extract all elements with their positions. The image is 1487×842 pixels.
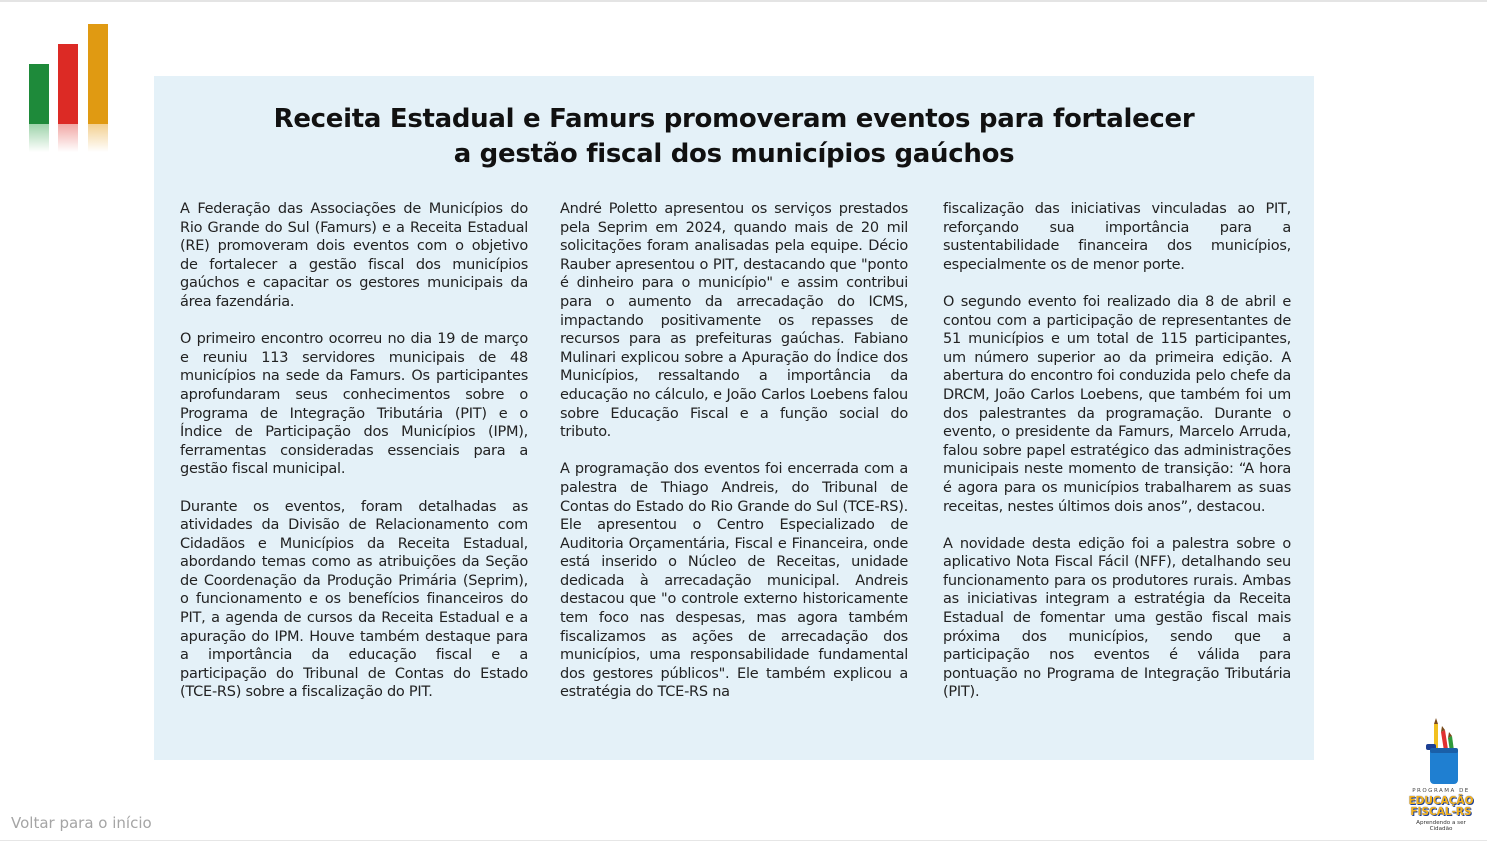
logo-reflection-gold bbox=[88, 124, 108, 152]
paragraph: André Poletto apresentou os serviços prestados pela Seprim em 2024, quando mais de 20 mil solicitações foram analisadas pela equipe. Décio Rauber apresentou o PIT, destacando que "ponto é dinheiro para o município" e assim contribui para o aumento da arrecadação do ICMS, impactando positivamente os repasses de recursos para as prefeituras gaúchas. Fabiano Mulinari explicou sobre a Apuração do Índice dos Municípios, ressaltando a importância da educação no cálculo, e João Carlos Loebens falou sobre Educação Fiscal e a função social do tributo. bbox=[560, 201, 908, 441]
logo-reflection-green bbox=[29, 124, 49, 152]
program-logo-line-1: EDUCAÇÃO bbox=[1408, 795, 1474, 807]
paragraph: Durante os eventos, foram detalhadas as atividades da Divisão de Relacionamento com Cidadãos e Municípios da Receita Estadual, abordando temas como as atribuições da Seção de Coordenação da Produção Primária (Seprim), o funcionamento e os benefícios financeiros do PIT, a agenda de cursos da Receita Estadual e a apuração do IPM. Houve também destaque para a importância da educação fiscal e a participação do Tribunal de Contas do Estado (TCE-RS) sobre a fiscalização do PIT. bbox=[180, 498, 528, 701]
program-logo bbox=[1404, 716, 1478, 836]
top-divider bbox=[0, 0, 1487, 2]
article-panel bbox=[154, 76, 1314, 760]
back-to-start-link[interactable]: Voltar para o início bbox=[11, 814, 152, 832]
program-logo-small-text: PROGRAMA DE bbox=[1412, 788, 1470, 794]
paragraph: A programação dos eventos foi encerrada com a palestra de Thiago Andreis, do Tribunal de Contas do Estado do Rio Grande do Sul (TCE-RS). Ele apresentou o Centro Especializado de Auditoria Orçamentária, Fiscal e Financeira, onde está inserido o Núcleo de Receitas, unidade dedicada à arrecadação municipal. Andreis destacou que "o controle externo historicamente tem foco nas despesas, mas agora também fiscalizamos as ações de arrecadação dos municípios, uma responsabilidade fundamental dos gestores públicos". Ele também explicou a estratégia do TCE-RS na bbox=[560, 461, 908, 701]
article-column-2 bbox=[560, 200, 908, 721]
paragraph: A Federação das Associações de Municípios do Rio Grande do Sul (Famurs) e a Receita Estadual (RE) promoveram dois eventos com o objetivo de fortalecer a gestão fiscal dos municípios gaúchos e capacitar os gestores municipais da área fazendária. bbox=[180, 201, 528, 310]
program-logo-line-2: FISCAL-RS bbox=[1410, 806, 1472, 818]
paragraph: O segundo evento foi realizado dia 8 de abril e contou com a participação de representantes de 51 municípios e um total de 115 participantes, um número superior ao da primeira edição. A abertura do encontro foi conduzida pelo chefe da DRCM, João Carlos Loebens, que também foi um dos palestrantes da programação. Durante o evento, o presidente da Famurs, Marcelo Arruda, falou sobre papel estratégico das administrações municipais neste momento de transição: “A hora é agora para os municípios trabalharem as suas receitas, nestes últimos dois anos”, destacou. bbox=[943, 293, 1291, 515]
pencil-cup-logo-icon bbox=[1412, 716, 1470, 788]
article-column-3 bbox=[943, 200, 1291, 721]
article-title-line-1: Receita Estadual e Famurs promoveram eventos para fortalecer bbox=[273, 104, 1195, 134]
bottom-divider bbox=[0, 840, 1487, 841]
paragraph: O primeiro encontro ocorreu no dia 19 de março e reuniu 113 servidores municipais de 48 municípios na sede da Famurs. Os participantes aprofundaram seus conhecimentos sobre o Programa de Integração Tributária (PIT) e o Índice de Participação dos Municípios (IPM), ferramentas consideradas essenciais para a gestão fiscal municipal. bbox=[180, 331, 528, 478]
logo-reflection-red bbox=[58, 124, 78, 152]
bar-chart-logo-icon bbox=[28, 16, 112, 154]
article-title bbox=[154, 102, 1314, 172]
article-column-1 bbox=[180, 200, 528, 721]
program-logo-tagline: Aprendendo a ser Cidadão bbox=[1416, 820, 1466, 832]
paragraph: fiscalização das iniciativas vinculadas ao PIT, reforçando sua importância para a sustentabilidade financeira dos municípios, especialmente os de menor porte. bbox=[943, 201, 1291, 273]
logo-bar-green bbox=[29, 64, 49, 124]
article-title-line-2: a gestão fiscal dos municípios gaúchos bbox=[453, 139, 1015, 169]
logo-bar-gold bbox=[88, 24, 108, 124]
paragraph: A novidade desta edição foi a palestra sobre o aplicativo Nota Fiscal Fácil (NFF), detalhando seu funcionamento para os produtores rurais. Ambas as iniciativas integram a estratégia da Receita Estadual de fomentar uma gestão fiscal mais próxima dos municípios, sendo que a participação nos eventos é válida para pontuação no Programa de Integração Tributária (PIT). bbox=[943, 535, 1291, 701]
logo-bar-red bbox=[58, 44, 78, 124]
